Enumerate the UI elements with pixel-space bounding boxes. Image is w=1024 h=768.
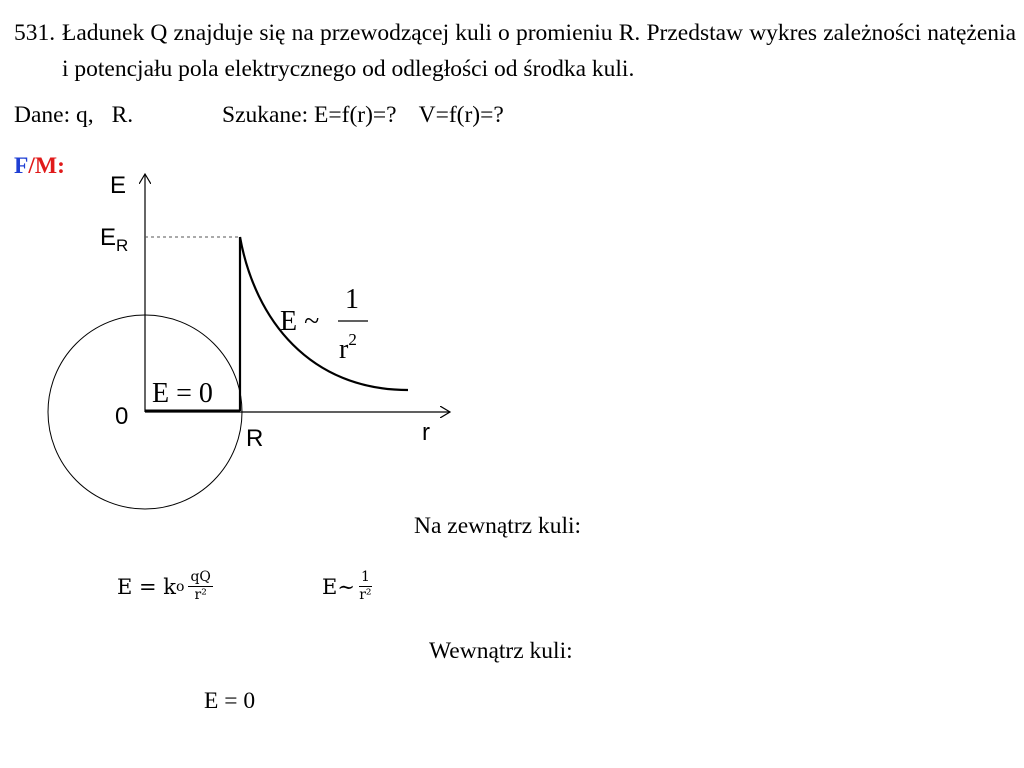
outside-heading: Na zewnątrz kuli: [414, 513, 582, 539]
proportional-label: E ~ [280, 306, 320, 337]
sought-label: Szukane: E=f(r)=? [222, 102, 397, 128]
fraction-numerator: 1 [345, 284, 359, 315]
section-slash: / [28, 153, 35, 179]
section-m: M: [34, 153, 65, 179]
er-main: E [100, 224, 117, 251]
formula1-sub: o [176, 578, 185, 595]
origin-label: 0 [115, 403, 129, 430]
sought-second: V=f(r)=? [418, 102, 504, 128]
field-decay-curve [240, 237, 408, 390]
er-label [100, 224, 128, 255]
problem-number: 531. [14, 20, 56, 46]
inside-formula: E = 0 [204, 688, 256, 714]
section-f: F [14, 153, 29, 179]
formula2-fraction [359, 569, 372, 604]
formula2-denominator: r² [359, 587, 372, 603]
formula1-numerator: qQ [190, 569, 211, 585]
formula1-lhs: E = k [117, 574, 177, 599]
problem-text: Ładunek Q znajduje się na przewodzącej kuli o promieniu R. Przedstaw wykres zależności natężenia i potencjału pola elektrycznego od odległości od środka kuli. [62, 20, 1016, 82]
y-axis-label: E [110, 172, 127, 199]
fraction-denominator [339, 330, 357, 365]
formula2-numerator: 1 [360, 569, 370, 585]
fraction-exp: 2 [348, 330, 357, 349]
er-sub: R [116, 236, 129, 255]
formula1-denominator: r² [194, 587, 207, 603]
formula1-fraction [188, 569, 212, 604]
inside-field-label: E = 0 [152, 378, 213, 409]
x-axis-label: r [422, 419, 430, 446]
outside-formula-coulomb [117, 569, 213, 604]
fraction-den-r: r [339, 334, 349, 365]
given-label: Dane: q, [14, 102, 94, 128]
radius-label: R [246, 425, 264, 452]
outside-formula-proportional [322, 569, 372, 604]
given-value: R. [111, 102, 134, 128]
formula2-lhs: E∼ [322, 574, 355, 599]
inside-heading: Wewnątrz kuli: [429, 638, 573, 664]
